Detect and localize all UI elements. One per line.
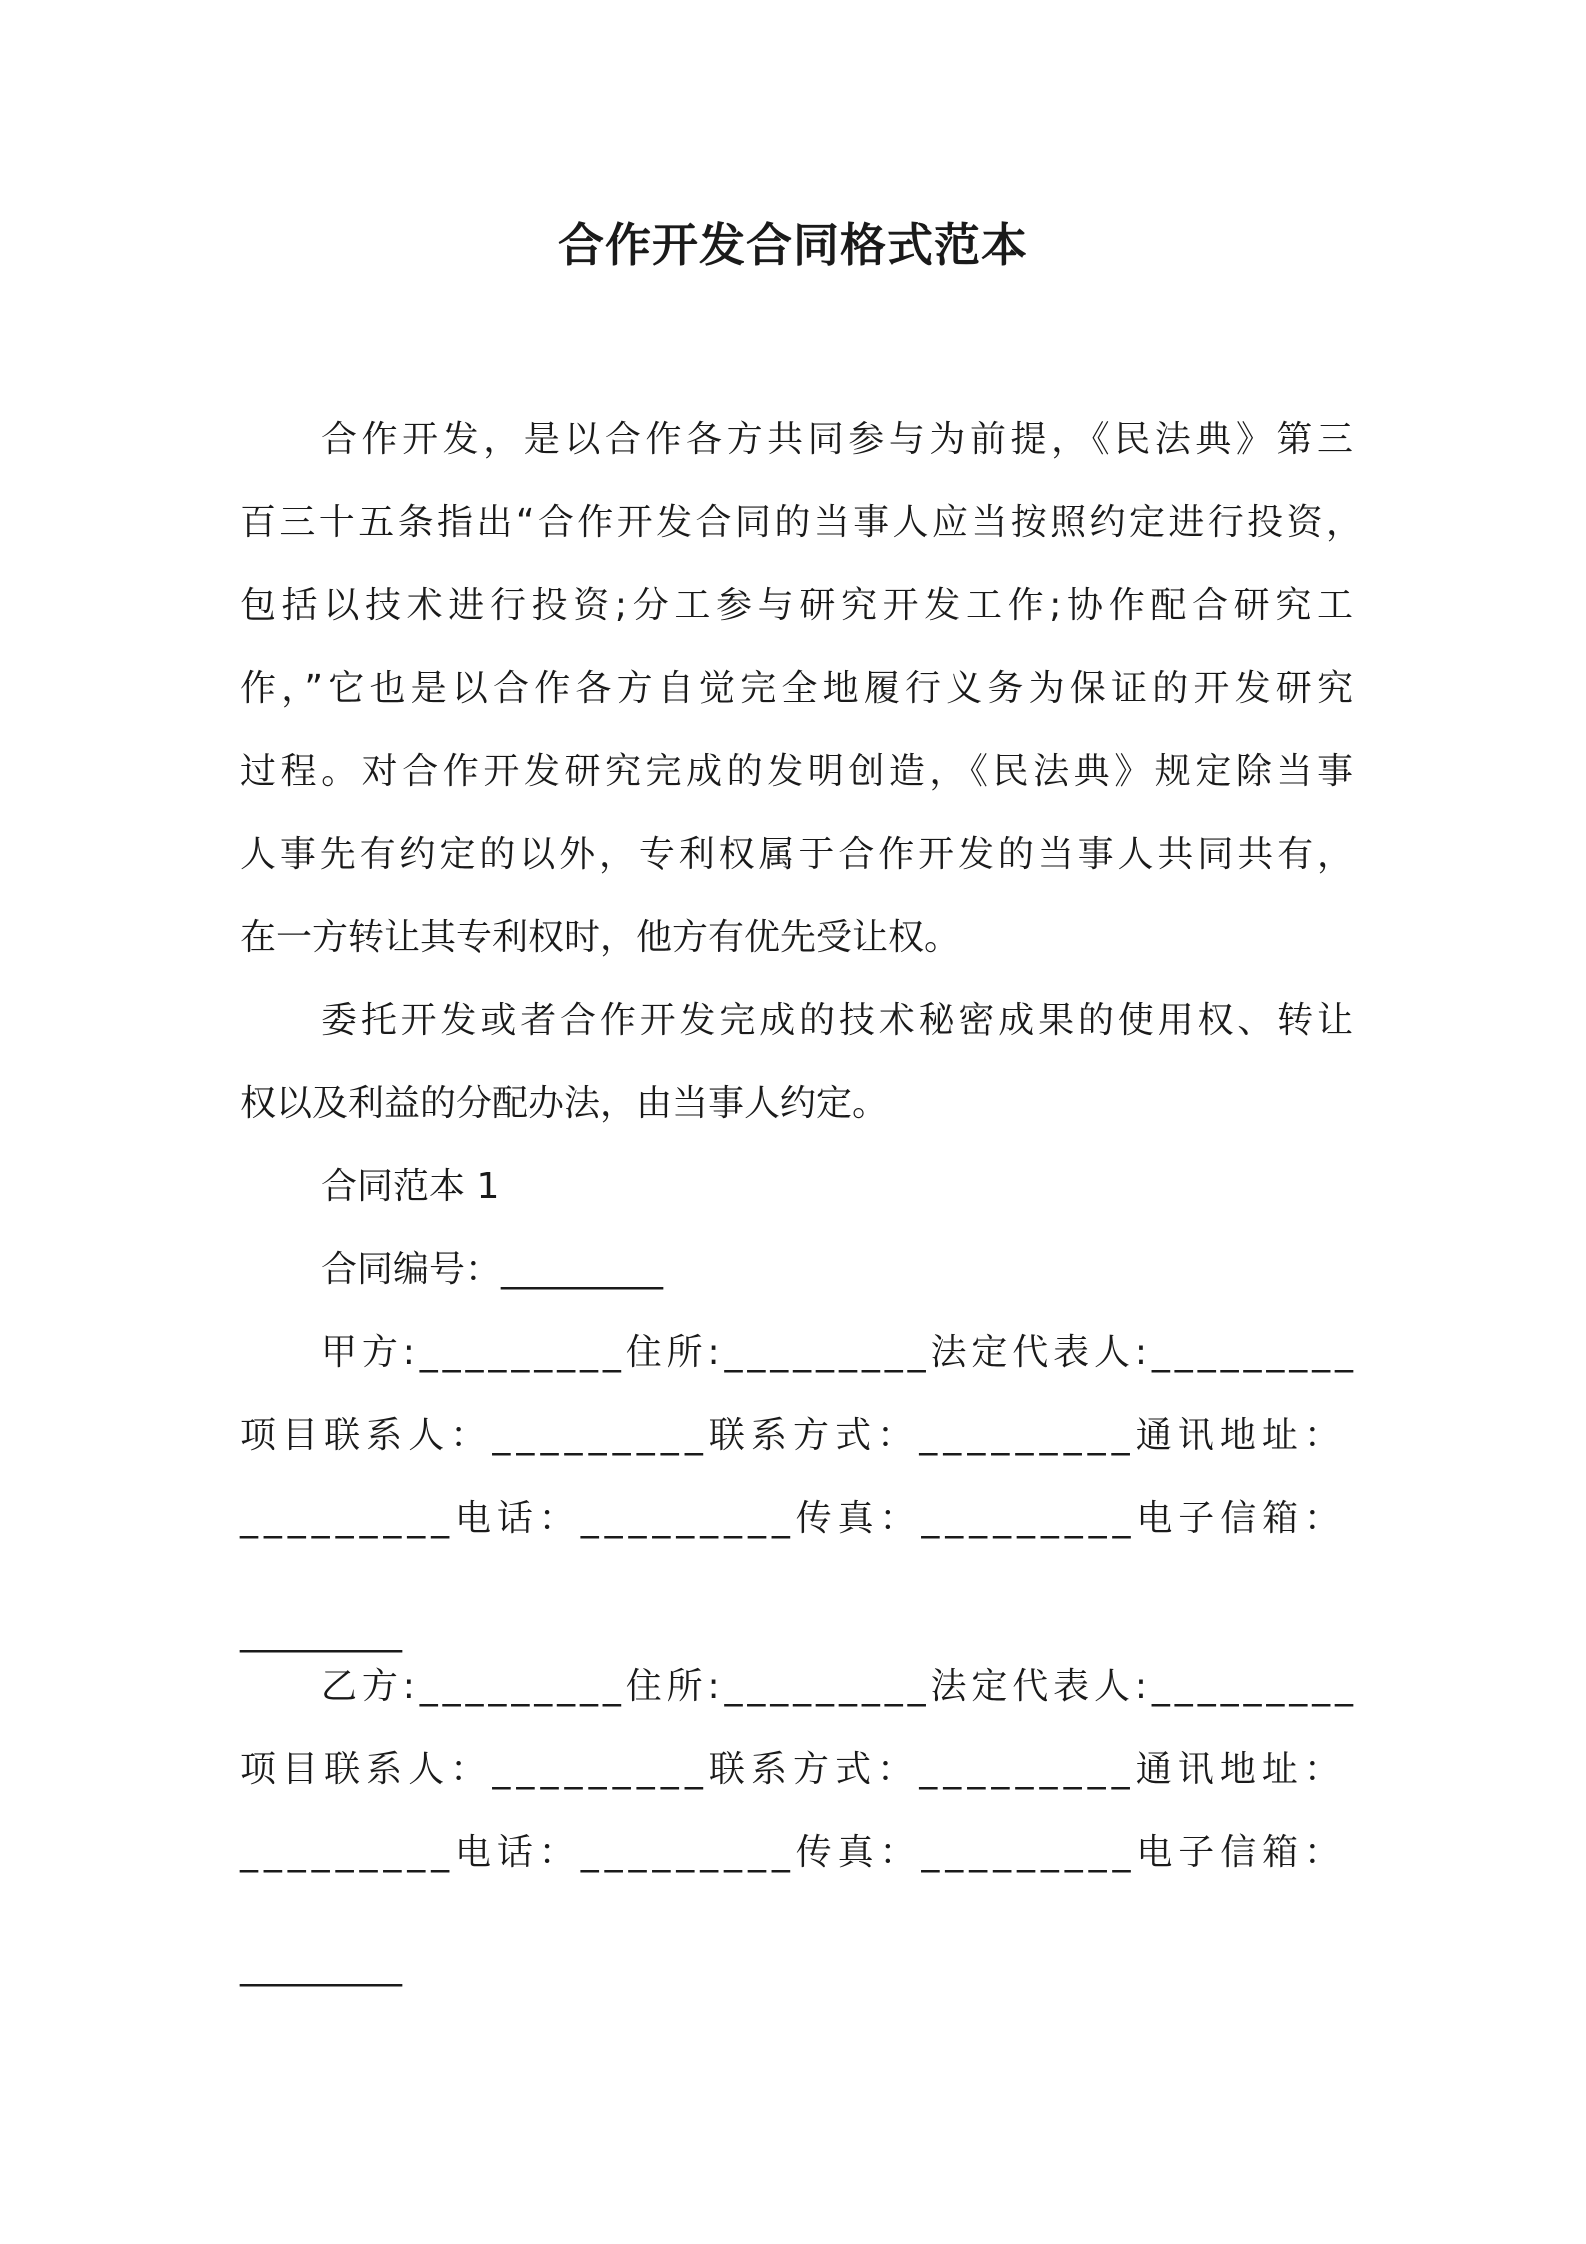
- paragraph-1-line-2: 百三十五条指出“合作开发合同的当事人应当按照约定进行投资，: [240, 502, 1366, 543]
- paragraph-1-line-1: 合作开发，是以合作各方共同参与为前提，《民法典》第三: [321, 419, 1358, 460]
- paragraph-1-line-5: 过程。对合作开发研究完成的发明创造，《民法典》规定除当事: [240, 751, 1358, 792]
- paragraph-2-line-2: 权以及利益的分配办法，由当事人约定。: [240, 1083, 889, 1124]
- party-a-line-4: _________: [240, 1612, 402, 1653]
- paragraph-1-line-3: 包括以技术进行投资;分工参与研究开发工作;协作配合研究工: [240, 585, 1359, 626]
- paragraph-1-line-6: 人事先有约定的以外，专利权属于合作开发的当事人共同共有，: [240, 834, 1357, 875]
- contract-number-field: 合同编号：_________: [321, 1249, 664, 1290]
- party-b-line-1: 乙方:_________住所:_________法定代表人:_________: [321, 1666, 1358, 1707]
- party-a-line-1: 甲方:_________住所:_________法定代表人:_________: [321, 1332, 1358, 1373]
- party-b-line-2: 项目联系人：_________联系方式：_________通讯地址：: [240, 1749, 1347, 1790]
- party-b-line-3: _________电话：_________传真：_________电子信箱：: [240, 1832, 1346, 1873]
- paragraph-1-line-7: 在一方转让其专利权时，他方有优先受让权。: [240, 917, 961, 958]
- party-b-line-4: _________: [240, 1946, 402, 1987]
- contract-sample-heading: 合同范本 1: [321, 1166, 500, 1207]
- party-a-line-2: 项目联系人：_________联系方式：_________通讯地址：: [240, 1415, 1347, 1456]
- paragraph-2-line-1: 委托开发或者合作开发完成的技术秘密成果的使用权、转让: [321, 1000, 1357, 1041]
- party-a-line-3: _________电话：_________传真：_________电子信箱：: [240, 1498, 1346, 1539]
- document-title: 合作开发合同格式范本: [558, 218, 1028, 272]
- paragraph-1-line-4: 作，”它也是以合作各方自觉完全地履行义务为保证的开发研究: [240, 668, 1359, 709]
